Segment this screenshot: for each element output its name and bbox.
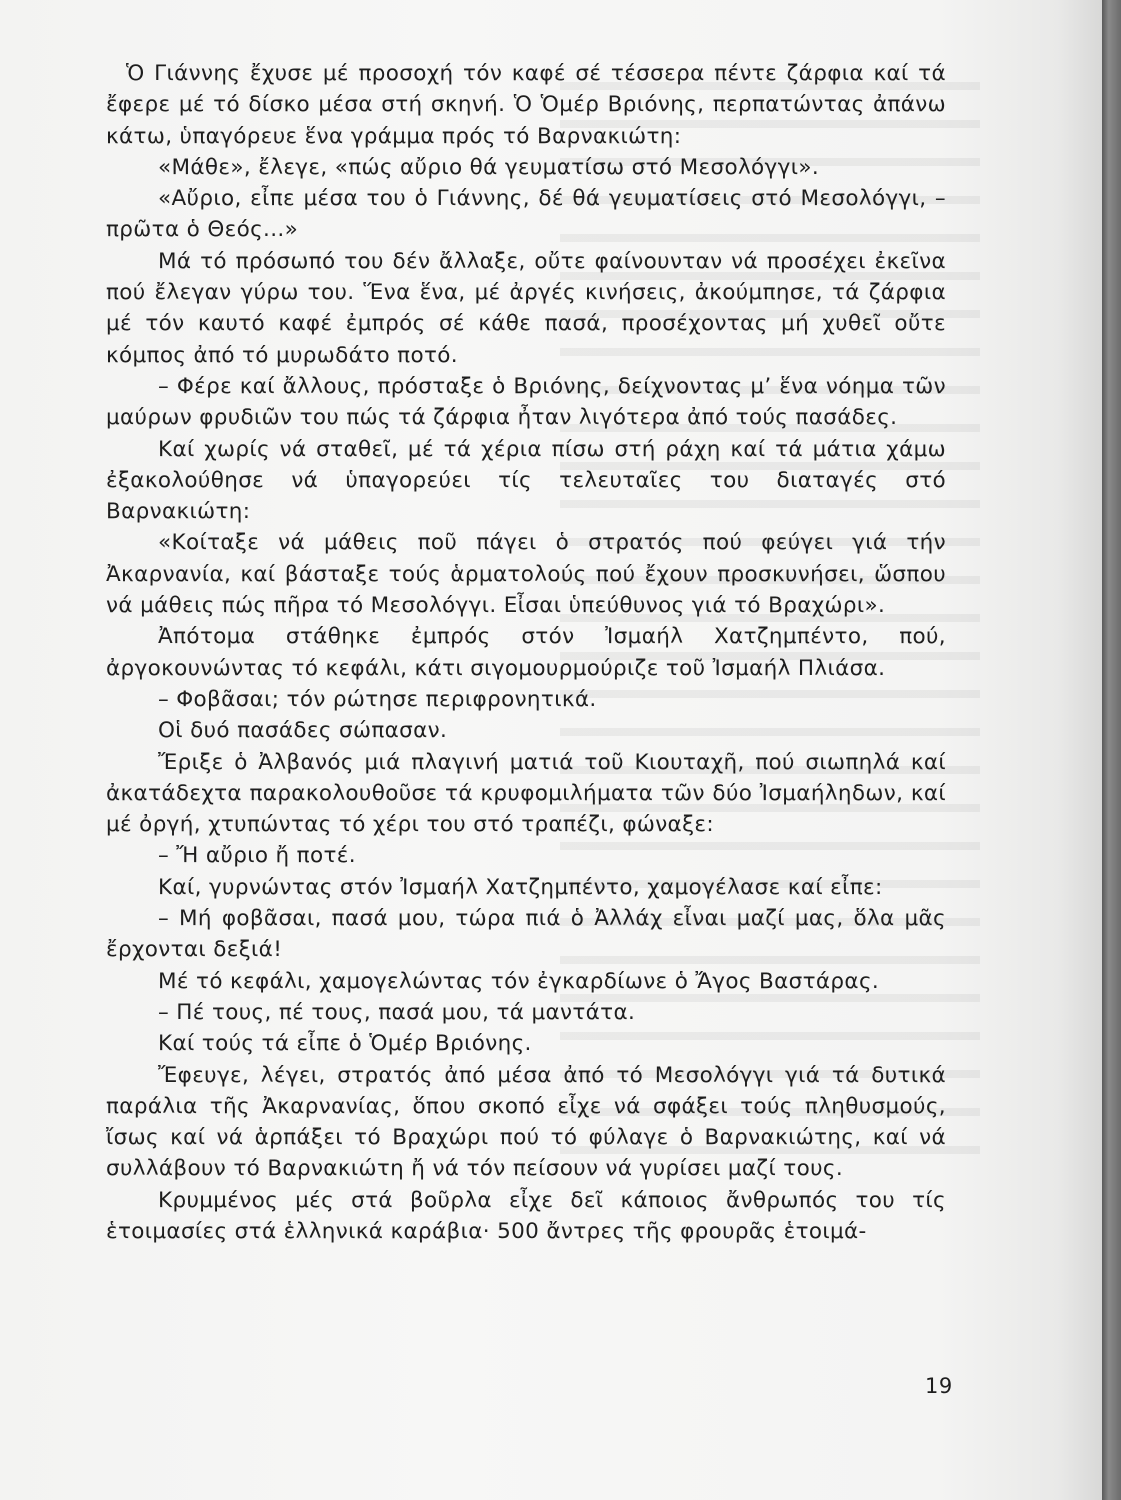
- page-edge-shadow: [1102, 0, 1121, 1500]
- paragraph: Μέ τό κεφάλι, χαμογελώντας τόν ἐγκαρδίωνε ὁ Ἄγος Βαστάρας.: [158, 968, 880, 994]
- paragraph: Ἀπότομα στάθηκε ἐμπρός στόν Ἰσμαήλ Χατζημπέντο, πού, ἀργοκουνώντας τό κεφάλι, κάτι σιγομουρμούριζε τοῦ Ἰσμαήλ Πλιάσα.: [106, 624, 946, 681]
- paragraph: Οἱ δυό πασάδες σώπασαν.: [158, 718, 448, 744]
- paragraph: – Πέ τους, πέ τους, πασά μου, τά μαντάτα.: [158, 999, 636, 1025]
- paragraph: «Μάθε», ἔλεγε, «πώς αὔριο θά γευματίσω στό Μεσολόγγι».: [158, 154, 820, 180]
- paragraph: Ἔφευγε, λέγει, στρατός ἀπό μέσα ἀπό τό Μεσολόγγι γιά τά δυτικά παράλια τῆς Ἀκαρνανίας, ὅπου σκοπό εἶχε νά σφάξει τούς πληθυσμούς, ἴσως καί νά ἁρπάξει τό Βραχώρι πού τό φύλαγε ὁ Βαρνακιώτης, καί νά συλλάβουν τό Βαρνακιώτη ἤ νά τόν πείσουν νά γυρίσει μαζί τους.: [106, 1062, 946, 1182]
- page-number: 19: [925, 1374, 953, 1398]
- paragraph: Καί χωρίς νά σταθεῖ, μέ τά χέρια πίσω στή ράχη καί τά μάτια χάμω ἐξακολούθησε νά ὑπαγορεύει τίς τελευταῖες του διαταγές στό Βαρνακιώτη:: [106, 436, 946, 525]
- paragraph: – Ἤ αὔριο ἤ ποτέ.: [158, 843, 356, 869]
- paragraph: Ἔριξε ὁ Ἀλβανός μιά πλαγινή ματιά τοῦ Κιουταχῆ, πού σιωπηλά καί ἀκατάδεχτα παρακολουθοῦσε τά κρυφομιλήματα τῶν δύο Ἰσμαήληδων, καί μέ ὀργή, χτυπώντας τό χέρι του στό τραπέζι, φώναξε:: [106, 749, 946, 838]
- paragraph: – Φέρε καί ἄλλους, πρόσταξε ὁ Βριόνης, δείχνοντας μ’ ἕνα νόημα τῶν μαύρων φρυδιῶν του πώς τά ζάρφια ἦταν λιγότερα ἀπό τούς πασάδες.: [106, 373, 946, 431]
- paragraph: Ὁ Γιάννης ἔχυσε μέ προσοχή τόν καφέ σέ τέσσερα πέντε ζάρφια καί τά ἔφερε μέ τό δίσκο μέσα στή σκηνή. Ὁ Ὁμέρ Βριόνης, περπατώντας ἀπάνω κάτω, ὑπαγόρευε ἕνα γράμμα πρός τό Βαρνακιώτη:: [106, 61, 946, 149]
- paragraph: Μά τό πρόσωπό του δέν ἄλλαξε, οὔτε φαίνουνταν νά προσέχει ἐκεῖνα πού ἔλεγαν γύρω του. Ἕνα ἕνα, μέ ἀργές κινήσεις, ἀκούμπησε, τά ζάρφια μέ τόν καυτό καφέ ἐμπρός σέ κάθε πασά, προσέχοντας μή χυθεῖ οὔτε κόμπος ἀπό τό μυρωδάτο ποτό.: [106, 248, 946, 368]
- paragraph: Καί, γυρνώντας στόν Ἰσμαήλ Χατζημπέντο, χαμογέλασε καί εἶπε:: [158, 874, 883, 900]
- paragraph: Κρυμμένος μές στά βοῦρλα εἶχε δεῖ κάποιος ἄνθρωπός του τίς ἑτοιμασίες στά ἑλληνικά καράβια· 500 ἄντρες τῆς φρουρᾶς ἑτοιμά-: [106, 1187, 946, 1244]
- paragraph: «Αὔριο, εἶπε μέσα του ὁ Γιάννης, δέ θά γευματίσεις στό Μεσολόγγι, – πρῶτα ὁ Θεός...»: [106, 186, 946, 243]
- paragraph: – Μή φοβᾶσαι, πασά μου, τώρα πιά ὁ Ἀλλάχ εἶναι μαζί μας, ὅλα μᾶς ἔρχονται δεξιά!: [106, 906, 946, 963]
- body-text: [106, 58, 946, 1247]
- paragraph: Καί τούς τά εἶπε ὁ Ὁμέρ Βριόνης.: [158, 1031, 532, 1057]
- paragraph: «Κοίταξε νά μάθεις ποῦ πάγει ὁ στρατός πού φεύγει γιά τήν Ἀκαρνανία, καί βάσταξε τούς ἁρματολούς πού ἔχουν προσκυνήσει, ὥσπου νά μάθεις πώς πῆρα τό Μεσολόγγι. Εἶσαι ὑπεύθυνος γιά τό Βραχώρι».: [106, 530, 946, 619]
- paragraph: – Φοβᾶσαι; τόν ρώτησε περιφρονητικά.: [158, 686, 597, 712]
